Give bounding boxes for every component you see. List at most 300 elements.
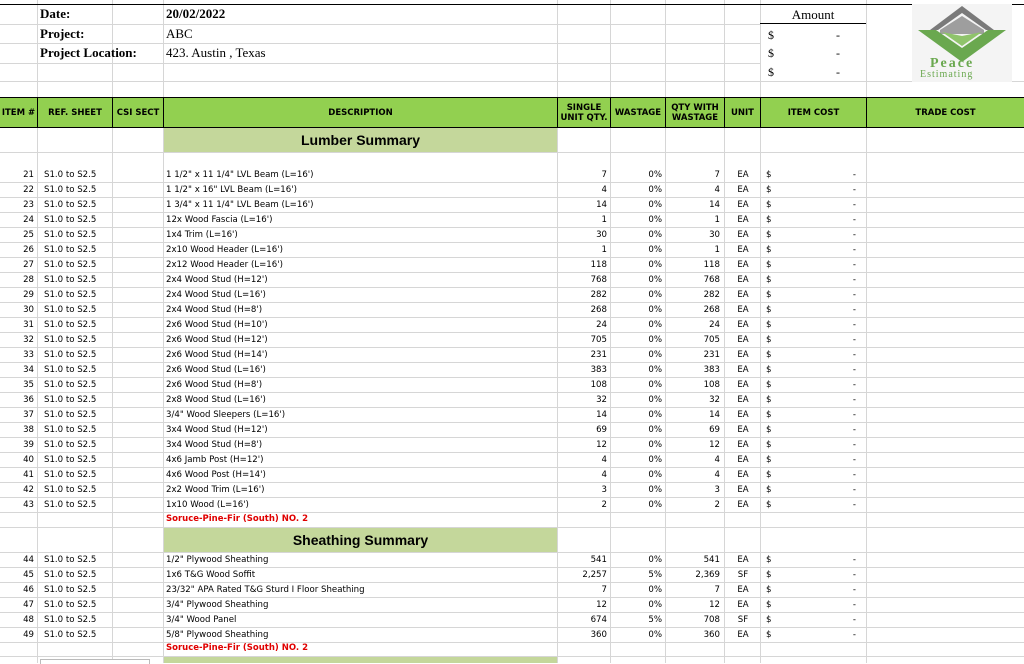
item-cost-currency: $ [766, 305, 772, 315]
description-cell[interactable]: 2x6 Wood Stud (L=16') [166, 365, 266, 375]
table-row [0, 453, 1024, 468]
qty-with-wastage-cell[interactable]: 360 [703, 630, 720, 640]
col-wastage[interactable]: WASTAGE [611, 98, 666, 127]
qty-with-wastage-cell[interactable]: 118 [703, 260, 720, 270]
wastage-cell[interactable]: 0% [648, 555, 662, 565]
single-qty-cell[interactable]: 268 [590, 305, 607, 315]
table-row [0, 243, 1024, 258]
wastage-cell[interactable]: 0% [648, 260, 662, 270]
unit-cell[interactable]: SF [737, 615, 749, 625]
description-cell[interactable]: 2x12 Wood Header (L=16') [166, 260, 283, 270]
unit-cell[interactable]: EA [737, 200, 749, 210]
column-header-row [0, 97, 1024, 128]
qty-with-wastage-cell[interactable]: 4 [714, 185, 720, 195]
ref-sheet-cell[interactable]: S1.0 to S2.5 [44, 200, 97, 210]
col-ref-sheet[interactable]: REF. SHEET [38, 98, 113, 127]
single-qty-cell[interactable]: 7 [601, 170, 607, 180]
item-cost-value[interactable]: - [852, 380, 856, 390]
item-cost-currency: $ [766, 260, 772, 270]
unit-cell[interactable]: EA [737, 245, 749, 255]
unit-cell[interactable]: EA [737, 215, 749, 225]
unit-cell[interactable]: EA [737, 290, 749, 300]
item-cost-value[interactable]: - [852, 230, 856, 240]
table-row [0, 168, 1024, 183]
item-cost-value[interactable]: - [852, 320, 856, 330]
item-cost-value[interactable]: - [852, 585, 856, 595]
table-row [0, 613, 1024, 628]
item-cost-value[interactable]: - [852, 500, 856, 510]
single-qty-cell[interactable]: 674 [590, 615, 607, 625]
unit-cell[interactable]: EA [737, 630, 749, 640]
item-number-cell[interactable]: 39 [23, 440, 34, 450]
unit-cell[interactable]: EA [737, 555, 749, 565]
item-cost-value[interactable]: - [852, 245, 856, 255]
qty-with-wastage-cell[interactable]: 14 [709, 200, 720, 210]
item-cost-value[interactable]: - [852, 335, 856, 345]
item-number-cell[interactable]: 34 [23, 365, 34, 375]
ref-sheet-cell[interactable]: S1.0 to S2.5 [44, 585, 97, 595]
item-cost-currency: $ [766, 425, 772, 435]
item-number-cell[interactable]: 32 [23, 335, 34, 345]
single-qty-cell[interactable]: 541 [590, 555, 607, 565]
item-cost-currency: $ [766, 555, 772, 565]
item-cost-value[interactable]: - [852, 200, 856, 210]
item-number-cell[interactable]: 44 [23, 555, 34, 565]
qty-with-wastage-cell[interactable]: 24 [709, 320, 720, 330]
table-row [0, 258, 1024, 273]
item-cost-value[interactable]: - [852, 440, 856, 450]
item-cost-value[interactable]: - [852, 275, 856, 285]
unit-cell[interactable]: EA [737, 600, 749, 610]
item-cost-value[interactable]: - [852, 570, 856, 580]
single-qty-cell[interactable]: 1 [601, 245, 607, 255]
company-logo [912, 4, 1012, 82]
wastage-cell[interactable]: 5% [648, 615, 662, 625]
qty-with-wastage-cell[interactable]: 1 [714, 215, 720, 225]
location-value[interactable]: 423. Austin , Texas [166, 45, 266, 60]
wastage-cell[interactable]: 0% [648, 365, 662, 375]
description-cell[interactable]: 1/2" Plywood Sheathing [166, 555, 269, 565]
wastage-cell[interactable]: 0% [648, 380, 662, 390]
item-cost-value[interactable]: - [852, 260, 856, 270]
description-cell[interactable]: 2x4 Wood Stud (H=8') [166, 305, 263, 315]
ref-sheet-cell[interactable]: S1.0 to S2.5 [44, 440, 97, 450]
qty-with-wastage-cell[interactable]: 708 [703, 615, 720, 625]
table-row [0, 213, 1024, 228]
qty-with-wastage-cell[interactable]: 4 [714, 470, 720, 480]
single-qty-cell[interactable]: 24 [596, 320, 607, 330]
description-cell[interactable]: 1x10 Wood (L=16') [166, 500, 249, 510]
unit-cell[interactable]: EA [737, 365, 749, 375]
item-number-cell[interactable]: 33 [23, 350, 34, 360]
table-row [0, 598, 1024, 613]
description-cell[interactable]: 1x6 T&G Wood Soffit [166, 570, 256, 580]
qty-with-wastage-cell[interactable]: 7 [714, 585, 720, 595]
unit-cell[interactable]: SF [737, 570, 749, 580]
wastage-cell[interactable]: 0% [648, 455, 662, 465]
description-cell[interactable]: 3/4" Plywood Sheathing [166, 600, 269, 610]
item-cost-currency: $ [766, 570, 772, 580]
table-row [0, 628, 1024, 643]
amount-currency-3: $ [768, 65, 774, 79]
item-cost-currency: $ [766, 500, 772, 510]
item-cost-value[interactable]: - [852, 615, 856, 625]
logo-text-bottom: Estimating [920, 69, 974, 80]
single-qty-cell[interactable]: 383 [590, 365, 607, 375]
ref-sheet-cell[interactable]: S1.0 to S2.5 [44, 455, 97, 465]
wastage-cell[interactable]: 0% [648, 425, 662, 435]
item-number-cell[interactable]: 29 [23, 290, 34, 300]
col-item[interactable]: ITEM # [0, 98, 38, 127]
unit-cell[interactable]: EA [737, 350, 749, 360]
table-row [0, 568, 1024, 583]
description-cell[interactable]: 2x6 Wood Stud (H=8') [166, 380, 263, 390]
description-cell[interactable]: 1 1/2" x 16" LVL Beam (L=16') [166, 185, 297, 195]
description-cell[interactable]: 4x6 Wood Post (H=14') [166, 470, 266, 480]
item-cost-value[interactable]: - [852, 395, 856, 405]
table-row [0, 273, 1024, 288]
ref-sheet-cell[interactable]: S1.0 to S2.5 [44, 290, 97, 300]
material-note: Soruce-Pine-Fir (South) NO. 2 [166, 643, 309, 653]
description-cell[interactable]: 2x10 Wood Header (L=16') [166, 245, 283, 255]
ref-sheet-cell[interactable]: S1.0 to S2.5 [44, 320, 97, 330]
item-number-cell[interactable]: 26 [23, 245, 34, 255]
unit-cell[interactable]: EA [737, 470, 749, 480]
ref-sheet-cell[interactable]: S1.0 to S2.5 [44, 305, 97, 315]
single-qty-cell[interactable]: 7 [601, 585, 607, 595]
description-cell[interactable]: 3/4" Wood Panel [166, 615, 237, 625]
single-qty-cell[interactable]: 360 [590, 630, 607, 640]
ref-sheet-cell[interactable]: S1.0 to S2.5 [44, 350, 97, 360]
item-number-cell[interactable]: 30 [23, 305, 34, 315]
qty-with-wastage-cell[interactable]: 69 [709, 425, 720, 435]
item-cost-value[interactable]: - [852, 305, 856, 315]
description-cell[interactable]: 3x4 Wood Stud (H=12') [166, 425, 268, 435]
qty-with-wastage-cell[interactable]: 231 [703, 350, 720, 360]
wastage-cell[interactable]: 0% [648, 170, 662, 180]
unit-cell[interactable]: EA [737, 170, 749, 180]
wastage-cell[interactable]: 0% [648, 245, 662, 255]
amount-value-3[interactable]: - [836, 65, 840, 79]
single-qty-cell[interactable]: 2 [601, 500, 607, 510]
wastage-cell[interactable]: 0% [648, 585, 662, 595]
description-cell[interactable]: 23/32" APA Rated T&G Sturd I Floor Sheathing [166, 585, 365, 595]
qty-with-wastage-cell[interactable]: 383 [703, 365, 720, 375]
qty-with-wastage-cell[interactable]: 32 [709, 395, 720, 405]
description-cell[interactable]: 3x4 Wood Stud (H=8') [166, 440, 263, 450]
item-number-cell[interactable]: 37 [23, 410, 34, 420]
wastage-cell[interactable]: 0% [648, 395, 662, 405]
qty-with-wastage-cell[interactable]: 541 [703, 555, 720, 565]
ref-sheet-cell[interactable]: S1.0 to S2.5 [44, 245, 97, 255]
item-number-cell[interactable]: 23 [23, 200, 34, 210]
description-cell[interactable]: 3/4" Wood Sleepers (L=16') [166, 410, 286, 420]
item-cost-currency: $ [766, 335, 772, 345]
section-title: Lumber Summary [164, 128, 557, 152]
description-cell[interactable]: 2x4 Wood Stud (H=12') [166, 275, 268, 285]
single-qty-cell[interactable]: 231 [590, 350, 607, 360]
amount-value-2[interactable]: - [836, 46, 840, 60]
item-cost-currency: $ [766, 440, 772, 450]
unit-cell[interactable]: EA [737, 305, 749, 315]
table-row [0, 333, 1024, 348]
ref-sheet-cell[interactable]: S1.0 to S2.5 [44, 470, 97, 480]
item-number-cell[interactable]: 28 [23, 275, 34, 285]
unit-cell[interactable]: EA [737, 410, 749, 420]
ref-sheet-cell[interactable]: S1.0 to S2.5 [44, 260, 97, 270]
ref-sheet-cell[interactable]: S1.0 to S2.5 [44, 230, 97, 240]
unit-cell[interactable]: EA [737, 185, 749, 195]
qty-with-wastage-cell[interactable]: 7 [714, 170, 720, 180]
col-trade-cost[interactable]: TRADE COST [915, 107, 976, 118]
wastage-cell[interactable]: 0% [648, 500, 662, 510]
qty-with-wastage-cell[interactable]: 4 [714, 455, 720, 465]
table-row [0, 363, 1024, 378]
item-number-cell[interactable]: 36 [23, 395, 34, 405]
qty-with-wastage-cell[interactable]: 2 [714, 500, 720, 510]
qty-with-wastage-cell[interactable]: 1 [714, 245, 720, 255]
description-cell[interactable]: 2x4 Wood Stud (L=16') [166, 290, 266, 300]
item-cost-currency: $ [766, 395, 772, 405]
qty-with-wastage-cell[interactable]: 705 [703, 335, 720, 345]
table-row [0, 198, 1024, 213]
unit-cell[interactable]: EA [737, 585, 749, 595]
table-row [0, 378, 1024, 393]
sheet-tab[interactable] [40, 659, 150, 664]
item-cost-value[interactable]: - [852, 470, 856, 480]
description-cell[interactable]: 2x8 Wood Stud (L=16') [166, 395, 266, 405]
single-qty-cell[interactable]: 768 [590, 275, 607, 285]
item-cost-value[interactable]: - [852, 600, 856, 610]
ref-sheet-cell[interactable]: S1.0 to S2.5 [44, 380, 97, 390]
wastage-cell[interactable]: 0% [648, 230, 662, 240]
wastage-cell[interactable]: 0% [648, 200, 662, 210]
description-cell[interactable]: 12x Wood Fascia (L=16') [166, 215, 273, 225]
unit-cell[interactable]: EA [737, 275, 749, 285]
description-cell[interactable]: 2x6 Wood Stud (H=12') [166, 335, 268, 345]
item-cost-currency: $ [766, 630, 772, 640]
date-value[interactable]: 20/02/2022 [166, 6, 226, 21]
item-cost-currency: $ [766, 320, 772, 330]
single-qty-cell[interactable]: 108 [590, 380, 607, 390]
unit-cell[interactable]: EA [737, 260, 749, 270]
description-cell[interactable]: 1 3/4" x 11 1/4" LVL Beam (L=16') [166, 200, 314, 210]
ref-sheet-cell[interactable]: S1.0 to S2.5 [44, 500, 97, 510]
ref-sheet-cell[interactable]: S1.0 to S2.5 [44, 630, 97, 640]
single-qty-cell[interactable]: 69 [596, 425, 607, 435]
description-cell[interactable]: 1x4 Trim (L=16') [166, 230, 238, 240]
col-description[interactable]: DESCRIPTION [164, 98, 558, 127]
item-number-cell[interactable]: 48 [23, 615, 34, 625]
amount-value-1[interactable]: - [836, 28, 840, 42]
item-cost-value[interactable]: - [852, 185, 856, 195]
ref-sheet-cell[interactable]: S1.0 to S2.5 [44, 410, 97, 420]
table-row [0, 553, 1024, 568]
table-row [0, 348, 1024, 363]
single-qty-cell[interactable]: 282 [590, 290, 607, 300]
col-unit[interactable]: UNIT [725, 98, 761, 127]
ref-sheet-cell[interactable]: S1.0 to S2.5 [44, 485, 97, 495]
col-item-cost[interactable]: ITEM COST [761, 98, 867, 127]
wastage-cell[interactable]: 0% [648, 485, 662, 495]
item-number-cell[interactable]: 49 [23, 630, 34, 640]
item-cost-value[interactable]: - [852, 215, 856, 225]
wastage-cell[interactable]: 0% [648, 305, 662, 315]
item-cost-currency: $ [766, 470, 772, 480]
single-qty-cell[interactable]: 14 [596, 410, 607, 420]
qty-with-wastage-cell[interactable]: 768 [703, 275, 720, 285]
amount-currency-1: $ [768, 28, 774, 42]
item-cost-value[interactable]: - [852, 425, 856, 435]
single-qty-cell[interactable]: 30 [596, 230, 607, 240]
ref-sheet-cell[interactable]: S1.0 to S2.5 [44, 335, 97, 345]
table-row [0, 498, 1024, 513]
item-number-cell[interactable]: 31 [23, 320, 34, 330]
single-qty-cell[interactable]: 32 [596, 395, 607, 405]
table-row [0, 183, 1024, 198]
item-cost-value[interactable]: - [852, 170, 856, 180]
item-cost-value[interactable]: - [852, 350, 856, 360]
qty-with-wastage-cell[interactable]: 268 [703, 305, 720, 315]
item-cost-currency: $ [766, 455, 772, 465]
item-number-cell[interactable]: 40 [23, 455, 34, 465]
table-row [0, 583, 1024, 598]
item-cost-value[interactable]: - [852, 555, 856, 565]
wastage-cell[interactable]: 0% [648, 185, 662, 195]
item-number-cell[interactable]: 24 [23, 215, 34, 225]
description-cell[interactable]: 5/8" Plywood Sheathing [166, 630, 269, 640]
item-number-cell[interactable]: 47 [23, 600, 34, 610]
qty-with-wastage-cell[interactable]: 108 [703, 380, 720, 390]
item-number-cell[interactable]: 27 [23, 260, 34, 270]
table-row [0, 468, 1024, 483]
ref-sheet-cell[interactable]: S1.0 to S2.5 [44, 555, 97, 565]
unit-cell[interactable]: EA [737, 440, 749, 450]
item-number-cell[interactable]: 42 [23, 485, 34, 495]
description-cell[interactable]: 2x2 Wood Trim (L=16') [166, 485, 265, 495]
col-single-qty[interactable]: SINGLE UNIT QTY. [558, 98, 611, 127]
wastage-cell[interactable]: 0% [648, 630, 662, 640]
qty-with-wastage-cell[interactable]: 12 [709, 440, 720, 450]
wastage-cell[interactable]: 0% [648, 410, 662, 420]
item-number-cell[interactable]: 45 [23, 570, 34, 580]
item-number-cell[interactable]: 43 [23, 500, 34, 510]
item-cost-value[interactable]: - [852, 485, 856, 495]
unit-cell[interactable]: EA [737, 395, 749, 405]
item-number-cell[interactable]: 25 [23, 230, 34, 240]
qty-with-wastage-cell[interactable]: 3 [714, 485, 720, 495]
single-qty-cell[interactable]: 4 [601, 470, 607, 480]
col-csi[interactable]: CSI SECT [113, 98, 164, 127]
single-qty-cell[interactable]: 3 [601, 485, 607, 495]
item-cost-value[interactable]: - [852, 290, 856, 300]
wastage-cell[interactable]: 0% [648, 290, 662, 300]
single-qty-cell[interactable]: 12 [596, 600, 607, 610]
description-cell[interactable]: 1 1/2" x 11 1/4" LVL Beam (L=16') [166, 170, 314, 180]
item-cost-currency: $ [766, 485, 772, 495]
unit-cell[interactable]: EA [737, 500, 749, 510]
unit-cell[interactable]: EA [737, 455, 749, 465]
wastage-cell[interactable]: 0% [648, 215, 662, 225]
single-qty-cell[interactable]: 12 [596, 440, 607, 450]
wastage-cell[interactable]: 0% [648, 350, 662, 360]
section-title: Sheathing Summary [164, 528, 557, 552]
ref-sheet-cell[interactable]: S1.0 to S2.5 [44, 215, 97, 225]
unit-cell[interactable]: EA [737, 320, 749, 330]
table-row [0, 303, 1024, 318]
single-qty-cell[interactable]: 118 [590, 260, 607, 270]
unit-cell[interactable]: EA [737, 230, 749, 240]
next-section-title [164, 657, 557, 663]
wastage-cell[interactable]: 0% [648, 320, 662, 330]
qty-with-wastage-cell[interactable]: 12 [709, 600, 720, 610]
wastage-cell[interactable]: 0% [648, 275, 662, 285]
single-qty-cell[interactable]: 14 [596, 200, 607, 210]
wastage-cell[interactable]: 0% [648, 470, 662, 480]
description-cell[interactable]: 2x6 Wood Stud (H=14') [166, 350, 268, 360]
ref-sheet-cell[interactable]: S1.0 to S2.5 [44, 185, 97, 195]
item-cost-currency: $ [766, 380, 772, 390]
qty-with-wastage-cell[interactable]: 30 [709, 230, 720, 240]
qty-with-wastage-cell[interactable]: 14 [709, 410, 720, 420]
single-qty-cell[interactable]: 1 [601, 215, 607, 225]
item-cost-value[interactable]: - [852, 410, 856, 420]
item-number-cell[interactable]: 41 [23, 470, 34, 480]
ref-sheet-cell[interactable]: S1.0 to S2.5 [44, 365, 97, 375]
item-cost-value[interactable]: - [852, 365, 856, 375]
amount-currency-2: $ [768, 46, 774, 60]
wastage-cell[interactable]: 0% [648, 600, 662, 610]
item-cost-value[interactable]: - [852, 630, 856, 640]
item-cost-currency: $ [766, 215, 772, 225]
item-cost-currency: $ [766, 410, 772, 420]
single-qty-cell[interactable]: 4 [601, 185, 607, 195]
unit-cell[interactable]: EA [737, 335, 749, 345]
wastage-cell[interactable]: 5% [648, 570, 662, 580]
qty-with-wastage-cell[interactable]: 282 [703, 290, 720, 300]
wastage-cell[interactable]: 0% [648, 440, 662, 450]
description-cell[interactable]: 4x6 Jamb Post (H=12') [166, 455, 264, 465]
ref-sheet-cell[interactable]: S1.0 to S2.5 [44, 615, 97, 625]
item-number-cell[interactable]: 22 [23, 185, 34, 195]
item-number-cell[interactable]: 35 [23, 380, 34, 390]
unit-cell[interactable]: EA [737, 485, 749, 495]
col-qty-with-wastage[interactable]: QTY WITH WASTAGE [666, 98, 725, 127]
wastage-cell[interactable]: 0% [648, 335, 662, 345]
unit-cell[interactable]: EA [737, 425, 749, 435]
material-note: Soruce-Pine-Fir (South) NO. 2 [166, 514, 309, 524]
item-cost-value[interactable]: - [852, 455, 856, 465]
project-value[interactable]: ABC [166, 26, 193, 41]
ref-sheet-cell[interactable]: S1.0 to S2.5 [44, 425, 97, 435]
item-number-cell[interactable]: 38 [23, 425, 34, 435]
single-qty-cell[interactable]: 4 [601, 455, 607, 465]
ref-sheet-cell[interactable]: S1.0 to S2.5 [44, 570, 97, 580]
single-qty-cell[interactable]: 2,257 [582, 570, 607, 580]
ref-sheet-cell[interactable]: S1.0 to S2.5 [44, 170, 97, 180]
ref-sheet-cell[interactable]: S1.0 to S2.5 [44, 600, 97, 610]
single-qty-cell[interactable]: 705 [590, 335, 607, 345]
item-number-cell[interactable]: 21 [23, 170, 34, 180]
ref-sheet-cell[interactable]: S1.0 to S2.5 [44, 275, 97, 285]
qty-with-wastage-cell[interactable]: 2,369 [695, 570, 720, 580]
unit-cell[interactable]: EA [737, 380, 749, 390]
ref-sheet-cell[interactable]: S1.0 to S2.5 [44, 395, 97, 405]
item-cost-currency: $ [766, 290, 772, 300]
item-number-cell[interactable]: 46 [23, 585, 34, 595]
item-cost-currency: $ [766, 365, 772, 375]
description-cell[interactable]: 2x6 Wood Stud (H=10') [166, 320, 268, 330]
